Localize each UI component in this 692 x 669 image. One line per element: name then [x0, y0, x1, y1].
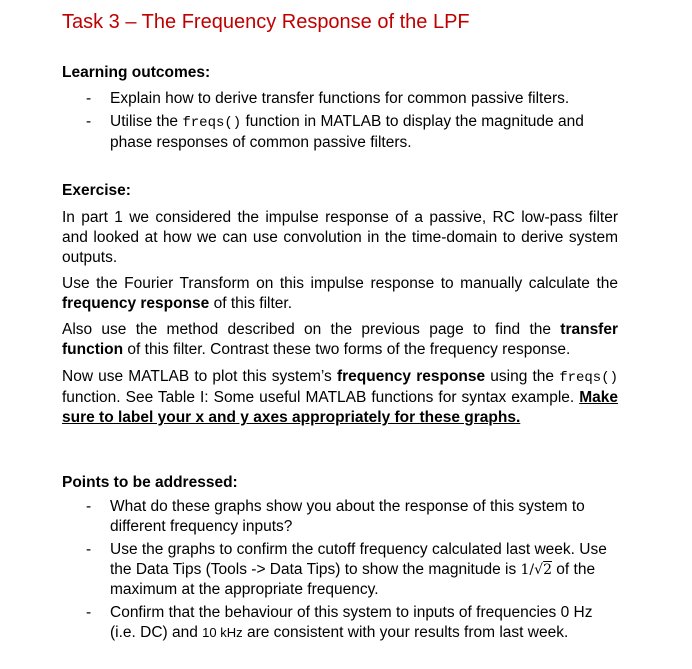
point-item — [86, 540, 616, 600]
exercise-paragraph-4: Now use MATLAB to plot this system’s frequency response using the freqs() function. See Table I: Some useful MATLAB functions for syntax example. Make sure to label your x and y axes appropriately for these graphs. — [62, 368, 618, 426]
bullet-dash: - — [86, 90, 92, 107]
freqs-code: freqs() — [559, 370, 618, 386]
freqs-code: freqs() — [182, 115, 242, 131]
bullet-dash: - — [86, 604, 92, 621]
learning-outcome-item — [86, 112, 616, 153]
bullet-dash: - — [86, 498, 92, 515]
axes-label-instruction: Make sure to label your x and y axes appropriately for these graphs. — [62, 389, 618, 426]
point-item — [86, 603, 616, 643]
learning-outcomes-heading: Learning outcomes: — [62, 64, 211, 81]
learning-outcome-text: Utilise the freqs() function in MATLAB to display the magnitude and phase responses of common passive filters. — [110, 113, 584, 151]
bullet-dash: - — [86, 541, 92, 558]
exercise-heading: Exercise: — [62, 182, 131, 199]
bullet-dash: - — [86, 113, 92, 130]
points-heading: Points to be addressed: — [62, 474, 238, 491]
one-over-root-two: 1/√2 — [520, 562, 552, 578]
learning-outcome-item — [86, 89, 616, 109]
learning-outcome-text: Explain how to derive transfer functions for common passive filters. — [110, 90, 570, 107]
exercise-paragraph-2: Use the Fourier Transform on this impulse response to manually calculate the frequency response of this filter. — [62, 275, 618, 312]
point-item — [86, 497, 616, 537]
point-text: Confirm that the behaviour of this system to inputs of frequencies 0 Hz (i.e. DC) and 10 kHz are consistent with your results from last week. — [110, 604, 593, 641]
point-text: Use the graphs to confirm the cutoff frequency calculated last week. Use the Data Tips (Tools -> Data Tips) to show the magnitude is 1/√2 of the maximum at the appropriate frequency. — [110, 541, 607, 598]
exercise-paragraph-3: Also use the method described on the previous page to find the transfer function of this filter. Contrast these two forms of the frequency response. — [62, 321, 618, 358]
point-text: What do these graphs show you about the response of this system to different frequency inputs? — [110, 498, 585, 535]
exercise-paragraph-1: In part 1 we considered the impulse response of a passive, RC low-pass filter and looked at how we can use convolution in the time-domain to derive system outputs. — [62, 209, 618, 266]
page-title: Task 3 – The Frequency Response of the LPF — [62, 11, 470, 33]
